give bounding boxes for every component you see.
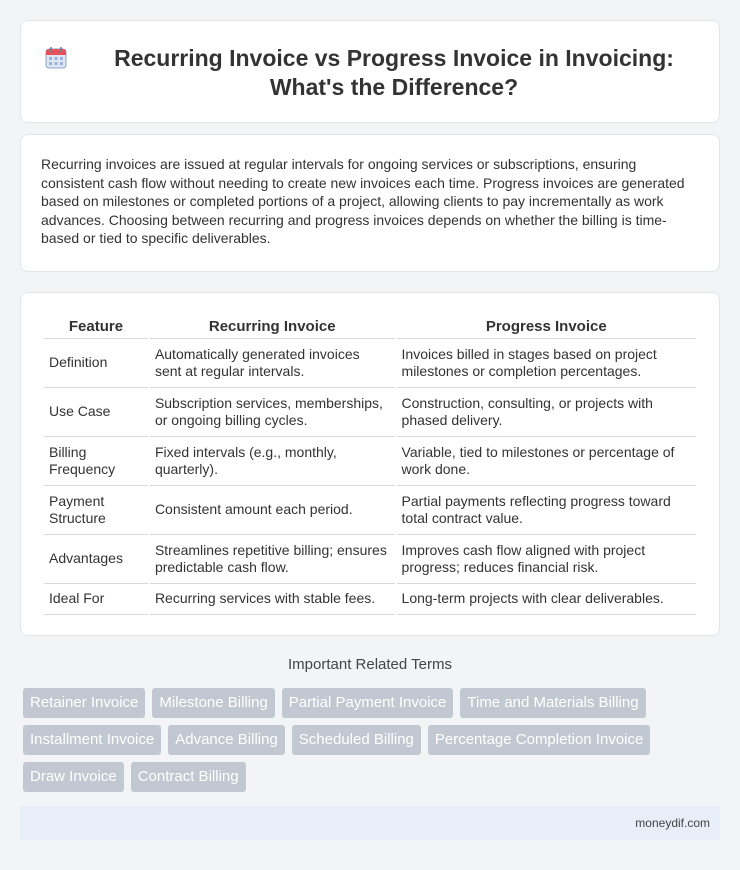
header-progress: Progress Invoice xyxy=(397,315,696,339)
page-title: Recurring Invoice vs Progress Invoice in Invoicing: What's the Difference? xyxy=(114,45,674,100)
footer-site-link[interactable]: moneydif.com xyxy=(635,816,710,830)
related-term-tag[interactable]: Draw Invoice xyxy=(23,762,124,792)
header-recurring: Recurring Invoice xyxy=(150,315,395,339)
row-progress: Invoices billed in stages based on project milestones or completion percentages. xyxy=(397,339,696,388)
table-row xyxy=(44,388,696,437)
row-feature: Definition xyxy=(44,339,148,388)
intro-card xyxy=(20,134,720,272)
comparison-card xyxy=(20,292,720,636)
row-progress: Long-term projects with clear deliverables. xyxy=(397,584,696,615)
header-feature: Feature xyxy=(44,315,148,339)
related-terms-heading: Important Related Terms xyxy=(288,656,452,673)
row-progress: Partial payments reflecting progress toward total contract value. xyxy=(397,486,696,535)
table-row xyxy=(44,486,696,535)
related-term-tag[interactable]: Advance Billing xyxy=(168,725,285,755)
row-feature: Ideal For xyxy=(44,584,148,615)
row-progress: Construction, consulting, or projects with phased delivery. xyxy=(397,388,696,437)
row-recurring: Consistent amount each period. xyxy=(150,486,395,535)
row-recurring: Automatically generated invoices sent at regular intervals. xyxy=(150,339,395,388)
related-term-tag[interactable]: Percentage Completion Invoice xyxy=(428,725,650,755)
row-recurring: Recurring services with stable fees. xyxy=(150,584,395,615)
row-feature: Use Case xyxy=(44,388,148,437)
row-progress: Variable, tied to milestones or percentage of work done. xyxy=(397,437,696,486)
related-term-tag[interactable]: Installment Invoice xyxy=(23,725,161,755)
row-progress: Improves cash flow aligned with project progress; reduces financial risk. xyxy=(397,535,696,584)
title-card xyxy=(20,20,720,123)
table-row xyxy=(44,437,696,486)
related-term-tag[interactable]: Partial Payment Invoice xyxy=(282,688,454,718)
table-row xyxy=(44,584,696,615)
row-recurring: Streamlines repetitive billing; ensures predictable cash flow. xyxy=(150,535,395,584)
footer-bar xyxy=(20,806,720,840)
related-term-tag[interactable]: Retainer Invoice xyxy=(23,688,145,718)
intro-paragraph: Recurring invoices are issued at regular intervals for ongoing services or subscriptions, ensuring consistent cash flow without needing to create new invoices each time. Progress invoices are generated based on milestones or completed portions of a project, allowing clients to pay incrementally as work advances. Choosing between recurring and progress invoices depends on whether the billing is time-based or tied to specific deliverables. xyxy=(41,156,685,246)
row-feature: Payment Structure xyxy=(44,486,148,535)
row-recurring: Fixed intervals (e.g., monthly, quarterly). xyxy=(150,437,395,486)
row-feature: Advantages xyxy=(44,535,148,584)
comparison-table xyxy=(42,315,698,615)
table-header-row xyxy=(44,315,696,339)
related-term-tag[interactable]: Scheduled Billing xyxy=(292,725,421,755)
related-term-tag[interactable]: Milestone Billing xyxy=(152,688,274,718)
table-row xyxy=(44,339,696,388)
related-term-tag[interactable]: Contract Billing xyxy=(131,762,246,792)
table-row xyxy=(44,535,696,584)
row-feature: Billing Frequency xyxy=(44,437,148,486)
related-terms-list xyxy=(23,688,703,792)
related-term-tag[interactable]: Time and Materials Billing xyxy=(460,688,645,718)
row-recurring: Subscription services, memberships, or ongoing billing cycles. xyxy=(150,388,395,437)
